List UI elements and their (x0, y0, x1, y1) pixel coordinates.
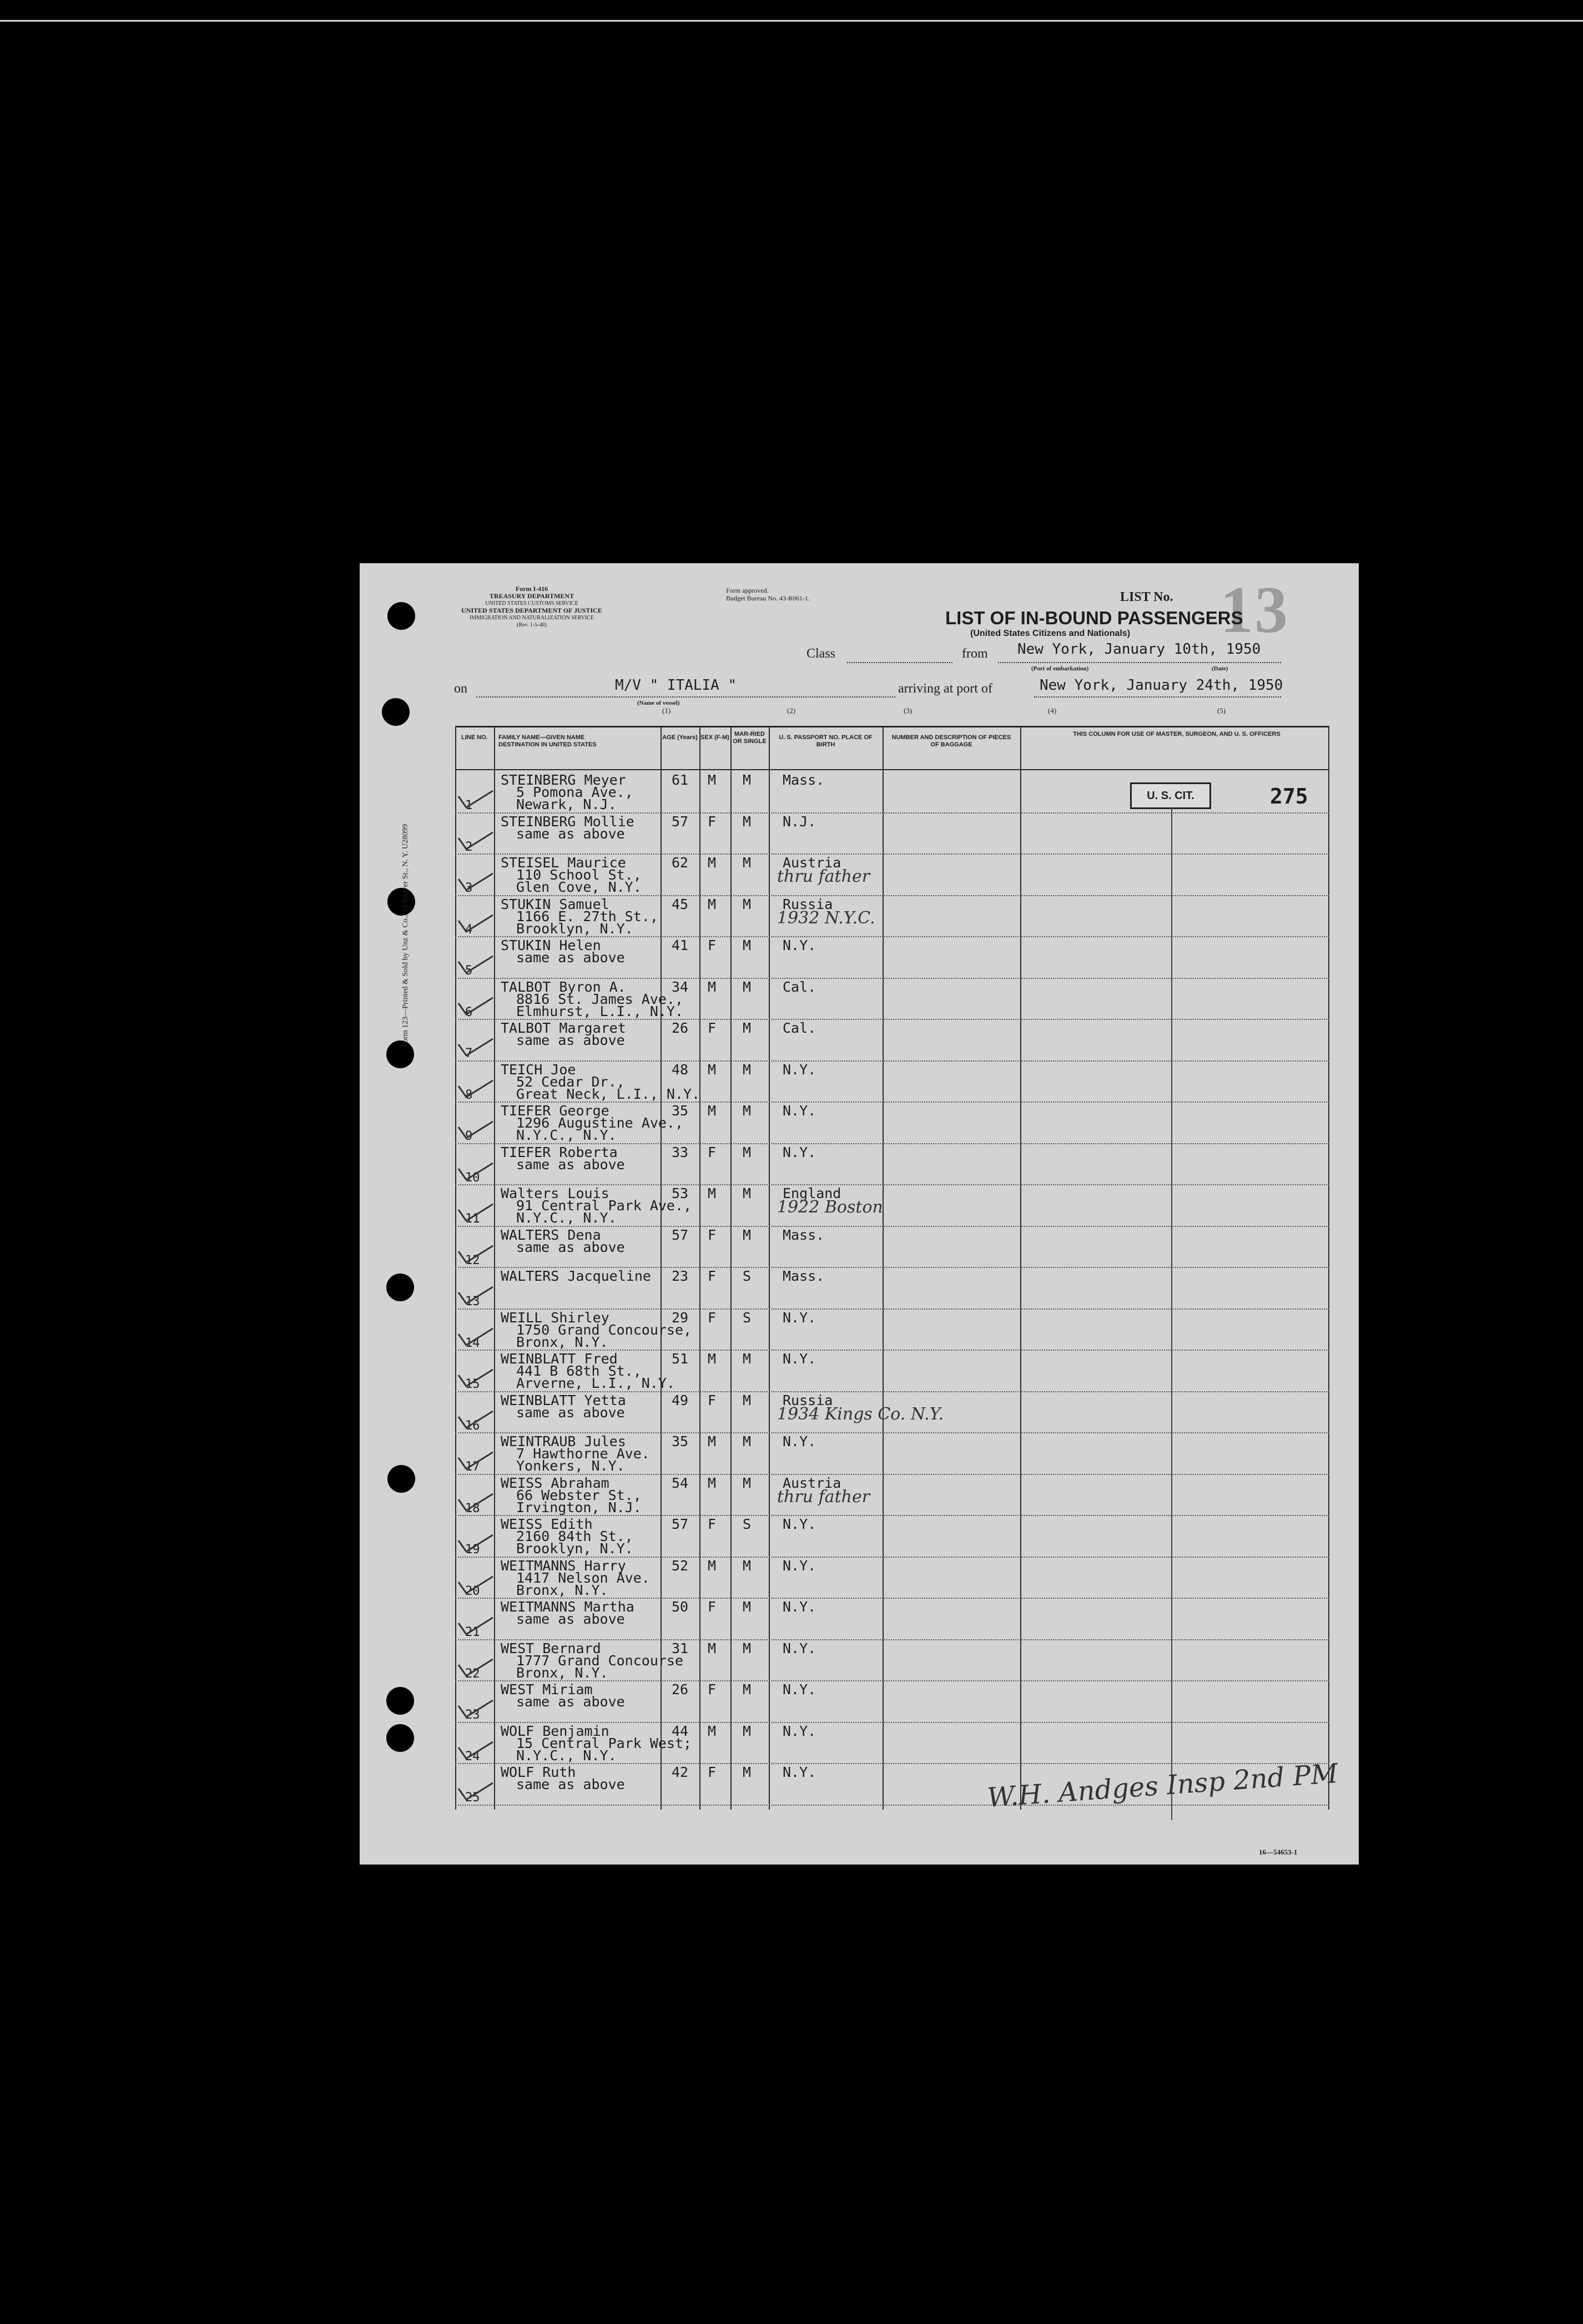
handwritten-note: 1934 Kings Co. N.Y. (777, 1404, 944, 1424)
passenger-sex: M (708, 1103, 717, 1119)
passenger-age: 54 (672, 1474, 689, 1491)
passenger-address: same as above (516, 1032, 625, 1048)
passenger-marital: M (743, 1185, 752, 1201)
passenger-name: STUKIN Helen (501, 937, 601, 953)
passenger-marital: M (743, 1392, 752, 1408)
passenger-address: 1750 Grand Concourse, (516, 1321, 692, 1338)
passenger-age: 62 (672, 855, 689, 871)
passenger-address: same as above (516, 1694, 625, 1710)
passenger-birthplace: N.Y. (783, 1144, 816, 1160)
passenger-marital: M (743, 937, 752, 953)
passenger-birthplace: Mass. (783, 1226, 825, 1243)
passenger-marital: M (743, 1474, 752, 1491)
passenger-address: 7 Hawthorne Ave. (516, 1446, 650, 1462)
passenger-birthplace: N.Y. (783, 1640, 816, 1656)
passenger-age: 31 (672, 1640, 689, 1656)
passenger-address: 8816 St. James Ave., (516, 991, 684, 1007)
check-mark-icon (456, 1285, 495, 1307)
passenger-age: 57 (672, 1226, 689, 1243)
column-rule (883, 727, 884, 1810)
passenger-marital: M (743, 1681, 752, 1697)
passenger-sex: F (708, 1764, 717, 1780)
arriving-label: arriving at port of (898, 681, 992, 696)
check-mark-icon (456, 1450, 495, 1472)
check-mark-icon (456, 1574, 495, 1597)
line-number: 6 (465, 1005, 473, 1019)
passenger-birthplace: N.Y. (783, 1309, 816, 1326)
passenger-name: WOLF Ruth (501, 1764, 576, 1780)
header-name: FAMILY NAME—GIVEN NAME DESTINATION IN UNITED STATES (498, 734, 597, 748)
passenger-address: 5 Pomona Ave., (516, 784, 633, 800)
list-no-value: 13 (1220, 573, 1289, 646)
passenger-sex: F (708, 1226, 717, 1243)
passenger-name: WALTERS Jacqueline (501, 1268, 651, 1284)
passenger-birthplace: N.Y. (783, 937, 816, 953)
passenger-sex: F (708, 1599, 717, 1615)
line-number: 8 (465, 1088, 473, 1102)
check-mark-icon (456, 871, 495, 893)
passenger-name: WEISS Edith (501, 1516, 593, 1532)
line-number: 10 (465, 1170, 480, 1185)
passenger-age: 49 (672, 1392, 689, 1408)
passenger-birthplace: Cal. (783, 1020, 816, 1036)
inspector-signature: W.H. Andges Insp 2nd PM (986, 1757, 1339, 1814)
us-citizen-stamp: U. S. CIT. (1130, 782, 1211, 809)
passenger-name: WEINTRAUB Jules (501, 1433, 626, 1449)
passenger-address: 91 Central Park Ave., (516, 1198, 692, 1214)
passenger-address: Bronx, N.Y. (516, 1333, 608, 1350)
handwritten-note: 1922 Boston (777, 1198, 883, 1217)
passenger-address: same as above (516, 949, 625, 966)
check-mark-icon (456, 996, 495, 1018)
approval-line: Budget Bureau No. 43-R061-1. (726, 594, 810, 602)
passenger-marital: S (743, 1309, 752, 1326)
passenger-address: Glen Cove, N.Y. (516, 879, 642, 895)
embarkation-caption: (Port of embarkation) (1031, 665, 1089, 672)
passenger-address: Newark, N.J. (516, 796, 617, 812)
column-rule (661, 727, 662, 1810)
scan-top-border (0, 20, 1583, 22)
header-separator (455, 769, 1329, 770)
punch-hole (387, 1465, 415, 1493)
passenger-address: Great Neck, L.I., N.Y. (516, 1085, 700, 1102)
passenger-sex: M (708, 1185, 717, 1201)
arrival-value: New York, January 24th, 1950 (1040, 677, 1283, 694)
class-label: Class (806, 646, 836, 661)
column-rule (1020, 727, 1021, 1810)
check-mark-icon (456, 1202, 495, 1224)
passenger-address: N.Y.C., N.Y. (516, 1747, 617, 1764)
check-mark-icon (456, 1533, 495, 1555)
passenger-name: WEISS Abraham (501, 1474, 609, 1491)
column-number: (4) (1048, 706, 1057, 715)
passenger-address: Bronx, N.Y. (516, 1664, 608, 1681)
passenger-marital: M (743, 855, 752, 871)
line-number: 13 (465, 1295, 480, 1308)
passenger-name: WEINBLATT Fred (501, 1351, 618, 1367)
passenger-birthplace: Russia (783, 896, 833, 912)
passenger-name: TIEFER Roberta (501, 1144, 618, 1160)
passenger-age: 45 (672, 896, 689, 912)
passenger-name: WEILL Shirley (501, 1309, 609, 1326)
passenger-birthplace: Russia (783, 1392, 833, 1408)
line-number: 9 (465, 1129, 473, 1143)
passenger-sex: F (708, 937, 717, 953)
line-number: 7 (465, 1047, 473, 1060)
passenger-age: 42 (672, 1764, 689, 1780)
stamp-number: 275 (1270, 784, 1308, 809)
passenger-sex: M (708, 1061, 717, 1078)
passenger-address: 15 Central Park West; (516, 1735, 692, 1751)
header-line-no: LINE NO. (461, 734, 488, 741)
passenger-sex: F (708, 1144, 717, 1160)
check-mark-icon (456, 1326, 495, 1348)
page-subtitle: (United States Citizens and Nationals) (970, 629, 1131, 638)
passenger-birthplace: England (783, 1185, 841, 1201)
punch-hole (387, 602, 415, 630)
passenger-address: Bronx, N.Y. (516, 1582, 608, 1598)
passenger-marital: M (743, 1226, 752, 1243)
header-officers: THIS COLUMN FOR USE OF MASTER, SURGEON, AND U. S. OFFICERS (1073, 731, 1280, 737)
punch-hole (386, 1724, 414, 1752)
passenger-birthplace: Austria (783, 855, 841, 871)
passenger-marital: M (743, 1020, 752, 1036)
bracket-line (1171, 807, 1172, 1820)
passenger-name: TIEFER George (501, 1103, 609, 1119)
page-title: LIST OF IN-BOUND PASSENGERS (945, 608, 1243, 628)
passenger-address: same as above (516, 1776, 625, 1792)
check-mark-icon (456, 1119, 495, 1141)
embarkation-value: New York, January 10th, 1950 (1017, 641, 1261, 658)
passenger-name: WALTERS Dena (501, 1226, 601, 1243)
check-mark-icon (456, 954, 495, 976)
passenger-age: 29 (672, 1309, 689, 1326)
passenger-address: 1417 Nelson Ave. (516, 1569, 650, 1586)
passenger-birthplace: N.Y. (783, 1681, 816, 1697)
line-number: 23 (465, 1708, 480, 1722)
passenger-sex: M (708, 1433, 717, 1449)
punch-hole (386, 1687, 414, 1715)
passenger-address: same as above (516, 1404, 625, 1421)
line-number: 15 (465, 1377, 480, 1391)
passenger-marital: M (743, 1599, 752, 1615)
handwritten-note: thru father (777, 867, 870, 886)
passenger-name: TALBOT Byron A. (501, 978, 626, 995)
check-mark-icon (456, 1367, 495, 1390)
header-passport: U. S. PASSPORT NO. PLACE OF BIRTH (779, 734, 873, 748)
check-mark-icon (456, 1698, 495, 1720)
passenger-marital: M (743, 1640, 752, 1656)
line-number: 20 (465, 1584, 480, 1598)
passenger-age: 26 (672, 1020, 689, 1036)
passenger-marital: M (743, 1351, 752, 1367)
passenger-marital: M (743, 1722, 752, 1739)
column-number: (5) (1217, 706, 1226, 715)
passenger-birthplace: N.Y. (783, 1103, 816, 1119)
row-divider (455, 1805, 1329, 1806)
passenger-marital: S (743, 1268, 752, 1284)
check-mark-icon (456, 1657, 495, 1679)
passenger-sex: F (708, 1309, 717, 1326)
passenger-age: 50 (672, 1599, 689, 1615)
passenger-sex: M (708, 1640, 717, 1656)
passenger-marital: M (743, 772, 752, 788)
passenger-sex: M (708, 1351, 717, 1367)
passenger-birthplace: Mass. (783, 1268, 825, 1284)
line-number: 11 (465, 1212, 480, 1226)
passenger-name: TEICH Joe (501, 1061, 576, 1078)
passenger-address: Irvington, N.J. (516, 1499, 642, 1515)
passenger-birthplace: N.Y. (783, 1599, 816, 1615)
passenger-sex: F (708, 813, 717, 830)
revision-line: (Rev. 1-5-48) (517, 622, 547, 628)
passenger-name: Walters Louis (501, 1185, 609, 1201)
passenger-name: WEST Bernard (501, 1640, 601, 1656)
passenger-age: 61 (672, 772, 689, 788)
line-number: 12 (465, 1253, 480, 1267)
passenger-address: same as above (516, 1611, 625, 1627)
passenger-birthplace: N.Y. (783, 1061, 816, 1078)
column-rule (699, 727, 700, 1810)
passenger-sex: M (708, 772, 717, 788)
passenger-name: STUKIN Samuel (501, 896, 609, 912)
passenger-age: 33 (672, 1144, 689, 1160)
passenger-age: 23 (672, 1268, 689, 1284)
line-number: 21 (465, 1625, 480, 1639)
check-mark-icon (456, 1244, 495, 1266)
column-rule (1328, 727, 1329, 1810)
passenger-birthplace: N.Y. (783, 1351, 816, 1367)
passenger-address: 66 Webster St., (516, 1487, 642, 1503)
passenger-sex: F (708, 1268, 717, 1284)
passenger-address: Arverne, L.I., N.Y. (516, 1375, 675, 1391)
check-mark-icon (456, 1781, 495, 1803)
passenger-address: 110 School St., (516, 867, 642, 883)
column-number: (3) (904, 706, 913, 715)
passenger-age: 51 (672, 1351, 689, 1367)
passenger-marital: M (743, 1103, 752, 1119)
agency-line: TREASURY DEPARTMENT (489, 592, 574, 600)
check-mark-icon (456, 789, 495, 811)
on-label: on (454, 681, 467, 696)
passenger-sex: M (708, 978, 717, 995)
passenger-name: STEINBERG Mollie (501, 813, 634, 830)
passenger-name: TALBOT Margaret (501, 1020, 626, 1036)
header-baggage: NUMBER AND DESCRIPTION OF PIECES OF BAGGAGE (891, 734, 1011, 748)
row-divider (455, 1060, 1329, 1062)
passenger-age: 48 (672, 1061, 689, 1078)
passenger-marital: M (743, 978, 752, 995)
passenger-address: Brooklyn, N.Y. (516, 920, 633, 937)
line-number: 2 (465, 840, 473, 854)
approval-line: Form approved. (726, 587, 769, 594)
passenger-birthplace: Austria (783, 1474, 841, 1491)
line-number: 25 (465, 1791, 480, 1805)
column-rule (730, 727, 732, 1810)
passenger-age: 44 (672, 1722, 689, 1739)
passenger-table (455, 726, 1329, 1810)
embark-fill-line (998, 662, 1281, 663)
check-mark-icon (456, 1161, 495, 1183)
passenger-address: same as above (516, 1239, 625, 1255)
form-code: 16—54653-1 (1259, 1848, 1298, 1856)
passenger-birthplace: N.Y. (783, 1433, 816, 1449)
passenger-marital: M (743, 1764, 752, 1780)
passenger-name: WEINBLATT Yetta (501, 1392, 626, 1408)
passenger-age: 57 (672, 813, 689, 830)
passenger-address: same as above (516, 1156, 625, 1173)
row-divider (455, 1763, 1329, 1764)
handwritten-note: thru father (777, 1487, 870, 1507)
punch-hole (382, 698, 410, 726)
passenger-marital: M (743, 1061, 752, 1078)
passenger-age: 35 (672, 1433, 689, 1449)
passenger-name: WOLF Benjamin (501, 1722, 609, 1739)
passenger-age: 52 (672, 1557, 689, 1574)
passenger-marital: M (743, 1433, 752, 1449)
check-mark-icon (456, 1740, 495, 1762)
check-mark-icon (456, 1078, 495, 1100)
passenger-sex: M (708, 855, 717, 871)
passenger-address: N.Y.C., N.Y. (516, 1127, 617, 1143)
date-caption: (Date) (1212, 665, 1228, 672)
passenger-address: 441 B 68th St., (516, 1363, 642, 1379)
line-number: 22 (465, 1666, 480, 1681)
approval-note (726, 587, 810, 602)
passenger-age: 57 (672, 1516, 689, 1532)
vessel-caption: (Name of vessel) (637, 700, 680, 706)
passenger-name: STEINBERG Meyer (501, 772, 626, 788)
list-no-label: LIST No. (1120, 590, 1173, 604)
passenger-address: 1296 Augustine Ave., (516, 1115, 684, 1131)
passenger-name: WEITMANNS Martha (501, 1599, 634, 1615)
passenger-sex: M (708, 896, 717, 912)
passenger-birthplace: N.J. (783, 813, 816, 830)
passenger-address: Yonkers, N.Y. (516, 1458, 625, 1474)
agency-line: UNITED STATES DEPARTMENT OF JUSTICE (461, 607, 602, 614)
from-label: from (962, 646, 988, 661)
manifest-page (360, 563, 1359, 1865)
passenger-age: 41 (672, 937, 689, 953)
vessel-name: M/V " ITALIA " (615, 677, 737, 694)
agency-line: IMMIGRATION AND NATURALIZATION SERVICE (470, 615, 594, 621)
check-mark-icon (456, 1492, 495, 1514)
header-married: MAR-RIED OR SINGLE (733, 731, 767, 745)
passenger-sex: F (708, 1681, 717, 1697)
line-number: 16 (465, 1418, 480, 1433)
passenger-birthplace: N.Y. (783, 1722, 816, 1739)
passenger-sex: F (708, 1516, 717, 1532)
passenger-birthplace: N.Y. (783, 1516, 816, 1532)
passenger-marital: M (743, 1144, 752, 1160)
passenger-sex: M (708, 1722, 717, 1739)
header-age: AGE (Years) (662, 734, 698, 741)
passenger-birthplace: Mass. (783, 772, 825, 788)
punch-hole (386, 1274, 414, 1301)
passenger-marital: M (743, 1557, 752, 1574)
passenger-age: 34 (672, 978, 689, 995)
arrival-fill-line (1034, 696, 1281, 698)
line-number: 14 (465, 1336, 480, 1350)
vessel-fill-line (476, 696, 895, 698)
check-mark-icon (456, 1037, 495, 1059)
column-number: (2) (787, 706, 796, 715)
passenger-marital: S (743, 1516, 752, 1532)
passenger-address: 2160 84th St., (516, 1528, 633, 1544)
passenger-birthplace: N.Y. (783, 1557, 816, 1574)
line-number: 5 (465, 964, 473, 978)
column-number: (1) (662, 706, 671, 715)
line-number: 19 (465, 1543, 480, 1557)
passenger-address: Elmhurst, L.I., N.Y. (516, 1003, 684, 1019)
header-sex: SEX (F-M) (700, 734, 729, 741)
line-number: 4 (465, 922, 473, 937)
agency-header (412, 585, 651, 629)
passenger-age: 35 (672, 1103, 689, 1119)
passenger-name: WEITMANNS Harry (501, 1557, 626, 1574)
passenger-address: N.Y.C., N.Y. (516, 1210, 617, 1226)
column-rule (769, 727, 770, 1810)
passenger-name: WEST Miriam (501, 1681, 593, 1697)
passenger-sex: M (708, 1557, 717, 1574)
handwritten-note: 1932 N.Y.C. (777, 908, 875, 928)
passenger-address: 1777 Grand Concourse (516, 1652, 684, 1669)
passenger-birthplace: Cal. (783, 978, 816, 995)
line-number: 3 (465, 881, 473, 895)
passenger-sex: F (708, 1020, 717, 1036)
class-fill-line (847, 662, 952, 663)
line-number: 17 (465, 1460, 480, 1474)
passenger-age: 53 (672, 1185, 689, 1201)
passenger-marital: M (743, 896, 752, 912)
line-number: 24 (465, 1749, 480, 1764)
check-mark-icon (456, 830, 495, 852)
passenger-address: 1166 E. 27th St., (516, 908, 658, 924)
check-mark-icon (456, 1409, 495, 1431)
passenger-address: same as above (516, 825, 625, 842)
check-mark-icon (456, 1615, 495, 1638)
passenger-marital: M (743, 813, 752, 830)
passenger-sex: M (708, 1474, 717, 1491)
passenger-address: Brooklyn, N.Y. (516, 1540, 633, 1557)
check-mark-icon (456, 913, 495, 935)
printer-imprint: Form 123—Printed & Sold by Unz & Co., 24 Beaver St., N. Y. U28099 (401, 824, 410, 1047)
passenger-name: STEISEL Maurice (501, 855, 626, 871)
line-number: 18 (465, 1501, 480, 1515)
agency-line: UNITED STATES CUSTOMS SERVICE (485, 600, 578, 607)
passenger-age: 26 (672, 1681, 689, 1697)
line-number: 1 (465, 799, 473, 812)
form-id: Form I-416 (515, 585, 548, 593)
passenger-sex: F (708, 1392, 717, 1408)
passenger-address: 52 Cedar Dr., (516, 1073, 625, 1090)
passenger-birthplace: N.Y. (783, 1764, 816, 1780)
